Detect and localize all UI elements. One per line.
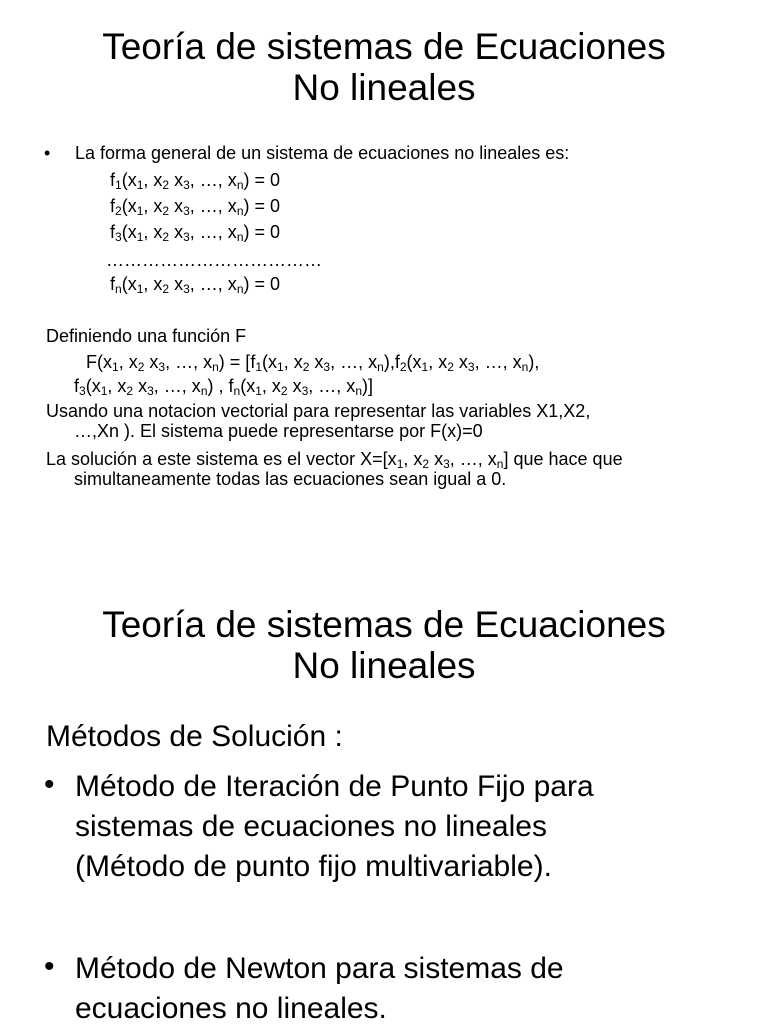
args-sep: x [169,222,184,242]
f3-subscript: 3 [79,384,86,398]
x3-subscript: 3 [301,384,309,398]
xn-subscript: n [236,204,244,218]
slide-2 [0,512,768,1024]
args-sep: , …, x [189,222,237,242]
equation-rhs: = 0 [249,196,281,216]
equation-f3 [110,222,280,242]
x1-subscript: 1 [277,360,284,374]
xn-subscript: n [200,384,208,398]
solution-suffix: ] que hace que [503,449,623,469]
args-close: ) [243,170,250,190]
args-close: ) [383,352,390,372]
x2-subscript: 2 [162,178,170,192]
args-sep: x [144,352,159,372]
args-open: (x [121,196,137,216]
xn-subscript: n [236,230,244,244]
F-symbol: F [86,352,97,372]
args-sep: x [133,376,148,396]
args-close: ) [243,222,250,242]
args-open: (x [85,376,101,396]
method-1-bullet: • [44,768,55,801]
x3-subscript: 3 [443,457,450,471]
equation-function-symbol: f [110,222,116,242]
x3-subscript: 3 [467,360,475,374]
xn-subscript: n [236,178,244,192]
equation-f1 [110,170,280,190]
fn-subscript: n [233,384,241,398]
x3-subscript: 3 [147,384,154,398]
x1-subscript: 1 [136,230,144,244]
x1-subscript: 1 [255,384,262,398]
method-1-line-1: Método de Iteración de Punto Fijo para [75,770,594,803]
args-open: (x [406,352,422,372]
xn-subscript: n [496,457,504,471]
args-open: (x [121,274,137,294]
x1-subscript: 1 [136,204,144,218]
equation-ellipsis: ……………………………… [106,250,322,270]
F-close-bracket: ] [368,376,374,396]
f3-args [86,376,214,396]
fn-symbol: , f [213,376,234,396]
x1-subscript: 1 [100,384,108,398]
args-sep: x [287,376,302,396]
xn-subscript: n [212,360,219,374]
args-sep: x [169,196,184,216]
f2-symbol: ,f [389,352,400,372]
args-sep: x [169,170,184,190]
x1-subscript: 1 [136,178,144,192]
args-sep: , …, x [165,352,213,372]
args-sep: , x [118,352,138,372]
equation-fn [110,274,280,294]
method-1-line-3: (Método de punto fijo multivariable). [75,850,552,883]
equation-rhs: = 0 [249,170,281,190]
args-sep: , x [143,170,163,190]
equation-function-symbol: f [110,170,116,190]
equation-function-symbol: f [110,274,116,294]
equation-function-symbol: f [110,196,116,216]
solution-vars [397,449,504,469]
args-sep: , x [403,449,423,469]
args-sep: , x [143,274,163,294]
equation-args [122,222,250,242]
x2-subscript: 2 [280,384,288,398]
slide-1-title [0,26,768,108]
args-sep: , …, x [449,449,497,469]
x1-subscript: 1 [112,360,119,374]
equation-args [122,170,250,190]
args-open: (x [121,170,137,190]
x1-subscript: 1 [421,360,429,374]
args-sep: x [429,449,444,469]
args-sep: x [169,274,184,294]
args-sep: x [453,352,468,372]
vector-notation-line-1: Usando una notacion vectorial para representar las variables X1,X2, [46,401,591,421]
slide-1-title-line-1: Teoría de sistemas de Ecuaciones [102,26,666,67]
x2-subscript: 2 [162,204,170,218]
slide-1-title-line-2: No lineales [292,67,476,108]
x2-subscript: 2 [162,282,170,296]
x3-subscript: 3 [183,282,190,296]
args-close: ) [243,196,250,216]
args-sep: , …, x [189,170,237,190]
args-open: (x [121,222,137,242]
args-close: ) [243,274,250,294]
args-sep: , x [283,352,303,372]
x3-subscript: 3 [183,230,190,244]
args-sep: , x [107,376,127,396]
slide-2-title-line-2: No lineales [292,645,476,686]
x2-subscript: 2 [447,360,454,374]
f2-subscript: 2 [399,360,407,374]
f1-subscript: 1 [255,360,263,374]
equation-rhs: = 0 [249,274,281,294]
x2-subscript: 2 [162,230,170,244]
equation-f2 [110,196,280,216]
args-close: ) [362,376,368,396]
x2-subscript: 2 [126,384,134,398]
method-1-line-2: sistemas de ecuaciones no lineales [75,810,547,843]
args-sep: x [309,352,324,372]
x2-subscript: 2 [422,457,430,471]
args-close: ) [528,352,535,372]
x3-subscript: 3 [183,178,190,192]
equation-function-index: 2 [115,204,122,218]
args-sep: , …, x [153,376,201,396]
equation-args [122,274,250,294]
equation-rhs: = 0 [249,222,281,242]
slide-2-title [0,604,768,686]
f3-symbol: f [74,376,80,396]
solution-line-1 [46,449,623,469]
method-2-bullet: • [44,950,55,983]
x2-subscript: 2 [137,360,145,374]
equation-function-index: n [115,282,122,296]
method-2-line-2: ecuaciones no lineales. [75,992,387,1025]
slide-1 [0,0,768,512]
xn-subscript: n [355,384,362,398]
x3-subscript: 3 [158,360,166,374]
solution-prefix: La solución a este sistema es el vector X=[x [46,449,397,469]
args-close: ) [218,352,225,372]
x2-subscript: 2 [302,360,310,374]
args-open: (x [262,352,278,372]
equation-function-index: 1 [115,178,122,192]
args-sep: , …, x [189,274,237,294]
args-open: (x [97,352,112,372]
f2-args [407,352,535,372]
fn-args [240,376,368,396]
f1-symbol: f [250,352,256,372]
args-sep: , x [143,196,163,216]
F-equals: = [ [224,352,251,372]
F-args [97,352,225,372]
method-2-line-1: Método de Newton para sistemas de [75,952,564,985]
slide-2-title-line-1: Teoría de sistemas de Ecuaciones [102,604,666,645]
xn-subscript: n [521,360,529,374]
x3-subscript: 3 [183,204,190,218]
xn-subscript: n [236,282,244,296]
args-sep: , …, x [474,352,522,372]
methods-heading: Métodos de Solución : [46,720,343,753]
f1-args [262,352,390,372]
bullet-marker: • [44,143,51,163]
xn-subscript: n [377,360,384,374]
x3-subscript: 3 [323,360,331,374]
F-definition-line-2 [74,376,373,396]
args-sep: , …, x [189,196,237,216]
F-definition-line-1 [86,352,539,372]
args-sep: , x [261,376,281,396]
line-1-comma: , [534,352,540,372]
equation-args [122,196,250,216]
args-open: (x [240,376,256,396]
equation-function-index: 3 [115,230,122,244]
x1-subscript: 1 [136,282,144,296]
args-sep: , …, x [330,352,378,372]
solution-line-2: simultaneamente todas las ecuaciones sean igual a 0. [74,469,507,489]
args-sep: , x [143,222,163,242]
args-sep: , …, x [308,376,356,396]
x1-subscript: 1 [396,457,404,471]
args-close: ) [207,376,214,396]
vector-notation-line-2: …,Xn ). El sistema puede representarse por F(x)=0 [74,421,483,441]
intro-text: La forma general de un sistema de ecuaciones no lineales es: [75,143,570,163]
args-sep: , x [428,352,448,372]
define-function-text: Definiendo una función F [46,326,247,346]
